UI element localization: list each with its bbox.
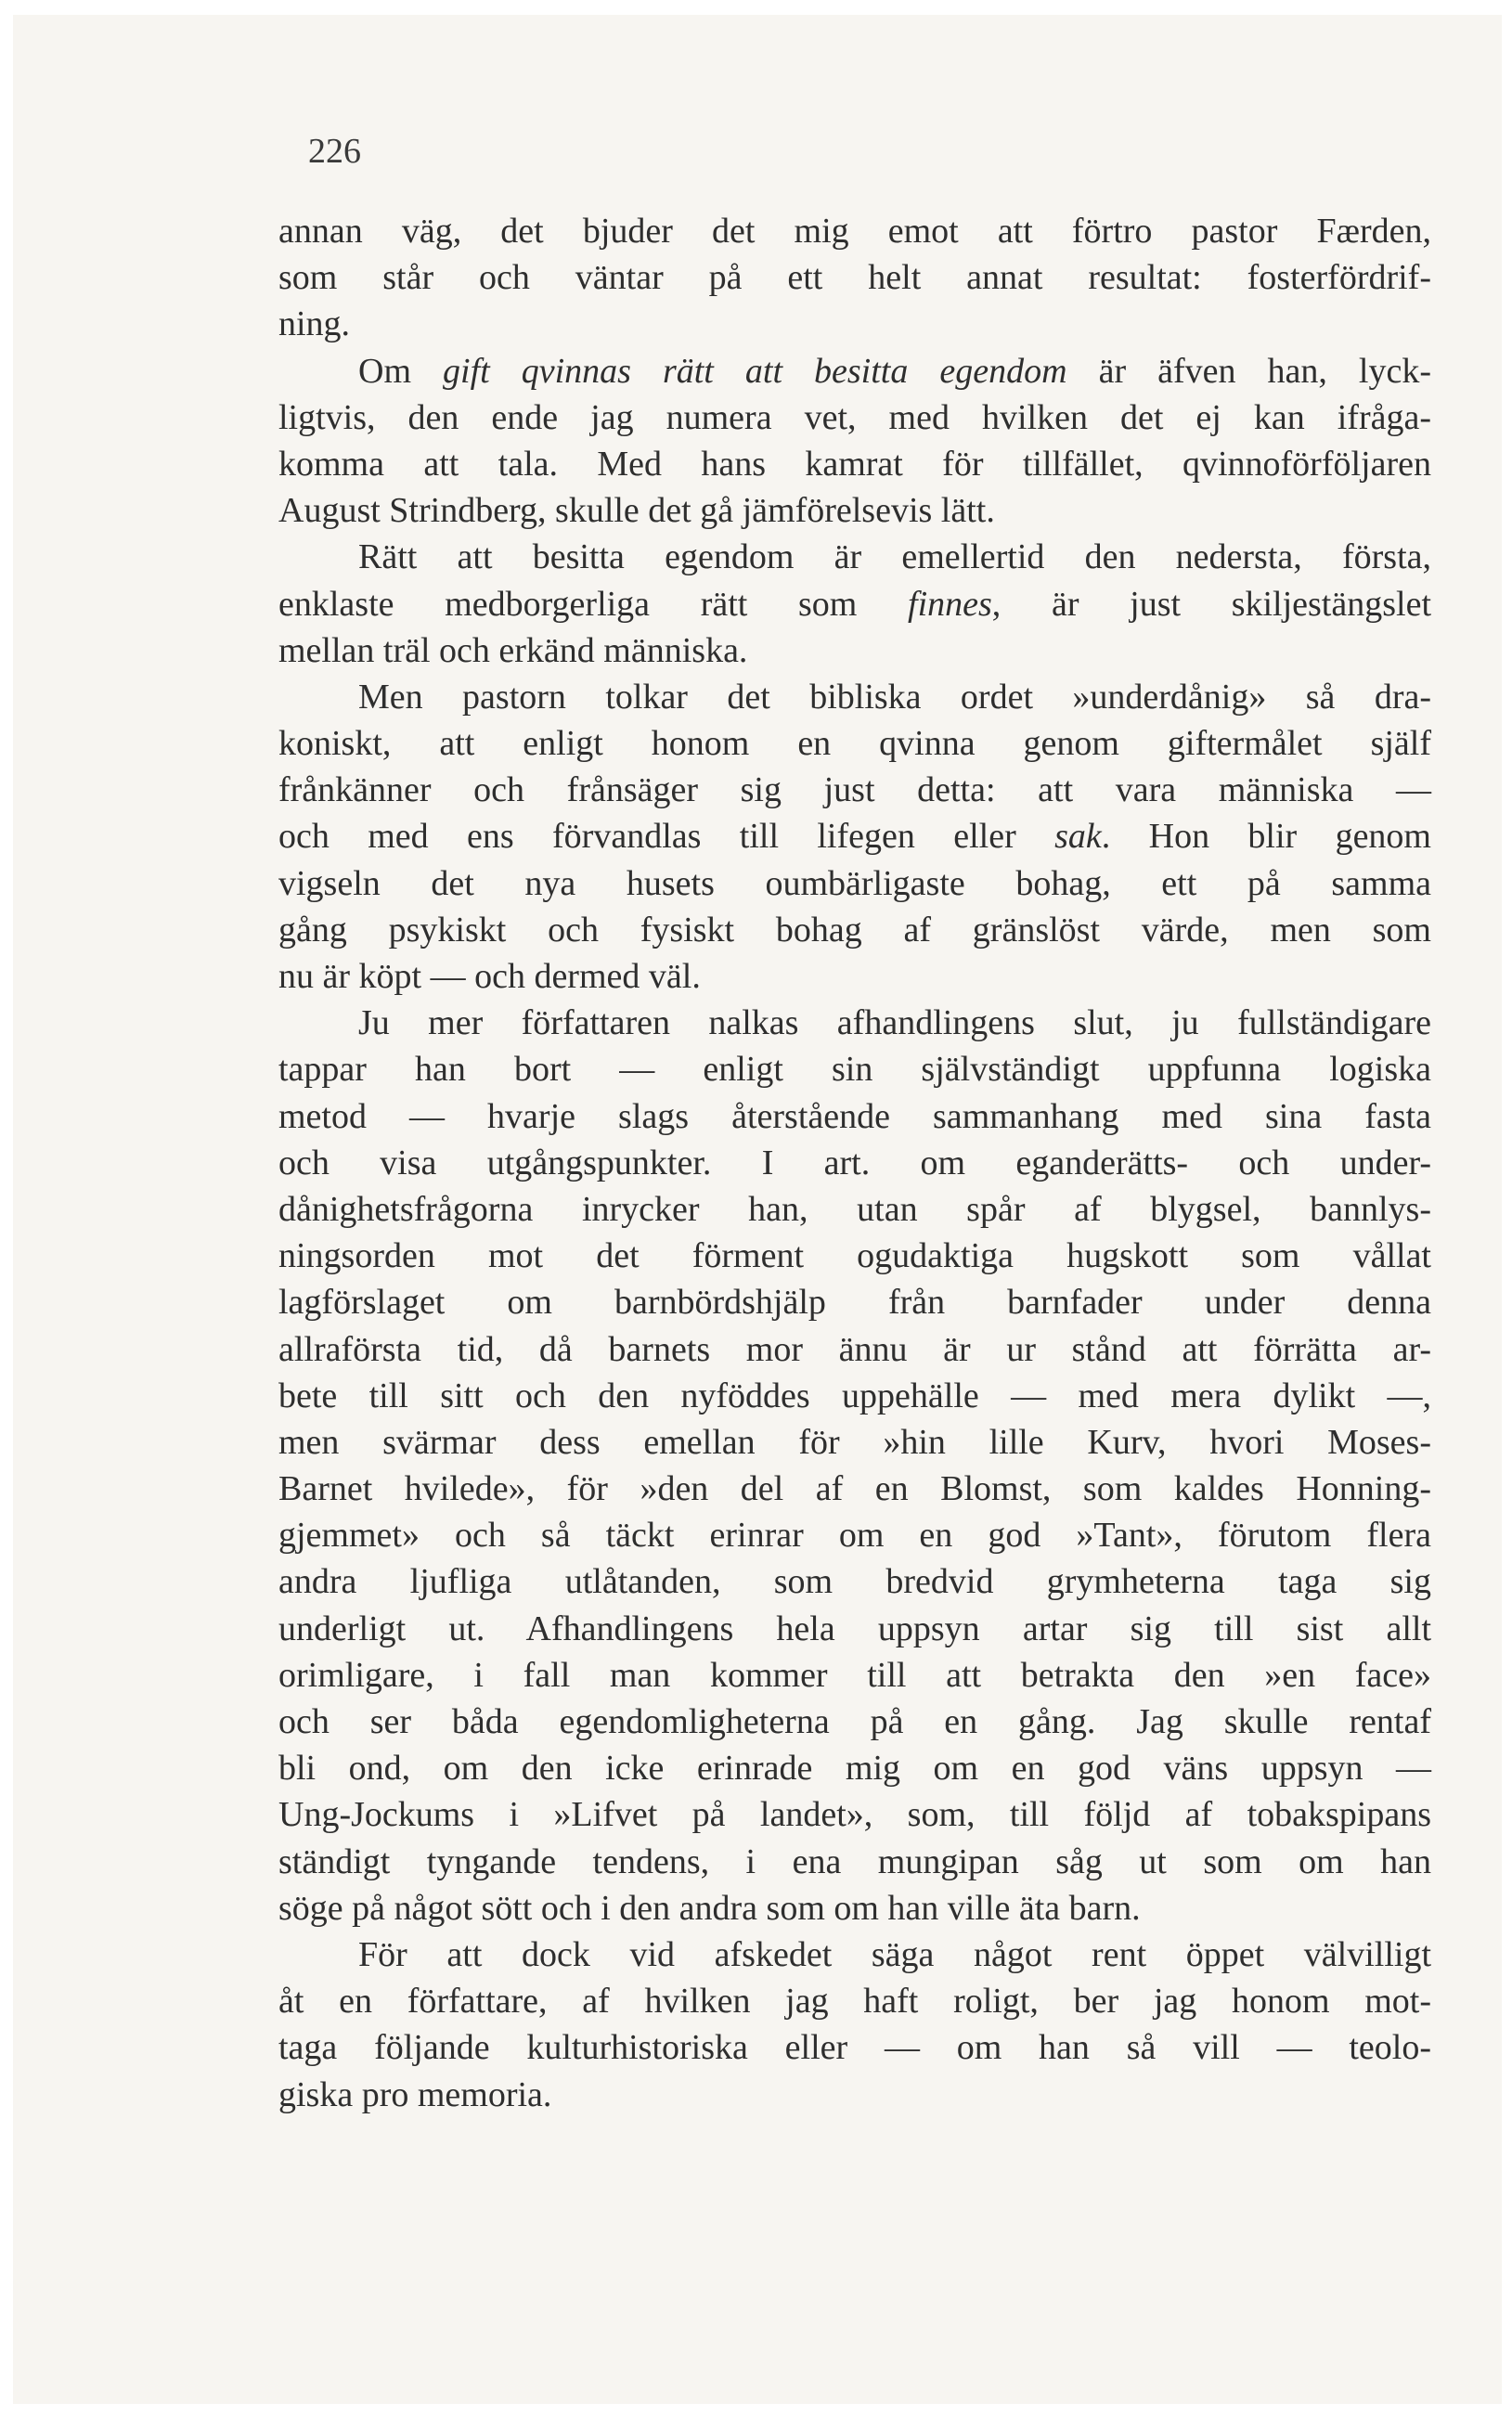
text-segment: och ser båda egendomligheterna på en gång. Jag skulle rentaf <box>278 1702 1431 1741</box>
text-line <box>278 534 1431 580</box>
text-segment: tappar han bort — enligt sin självständigt uppfunna logiska <box>278 1050 1431 1090</box>
text-line <box>278 627 1431 674</box>
text-line <box>278 674 1431 720</box>
text-segment: som står och väntar på ett helt annat resultat: fosterfördrif- <box>278 258 1431 298</box>
text-line <box>278 1140 1431 1186</box>
text-line <box>278 907 1431 953</box>
text-segment: och med ens förvandlas till lifegen eller <box>278 817 1055 857</box>
text-line <box>278 1186 1431 1233</box>
text-segment: nu är köpt — och dermed väl. <box>278 957 701 996</box>
text-line <box>278 953 1431 1000</box>
text-segment: dånighetsfrågorna inrycker han, utan spår af blygsel, bannlys- <box>278 1189 1431 1229</box>
text-line <box>278 441 1431 487</box>
text-line <box>278 1326 1431 1373</box>
text-segment: åt en författare, af hvilken jag haft roligt, ber jag honom mot- <box>278 1982 1431 2022</box>
text-line <box>278 487 1431 534</box>
text-segment: men svärmar dess emellan för »hin lille Kurv, hvori Moses- <box>278 1422 1431 1462</box>
text-line <box>278 1558 1431 1605</box>
text-segment: Ju mer författaren nalkas afhandlingens slut, ju fullständigare <box>358 1003 1431 1043</box>
text-line <box>278 301 1431 347</box>
text-segment: bete till sitt och den nyföddes uppehälle — med mera dylikt —, <box>278 1376 1431 1415</box>
text-line <box>278 1606 1431 1652</box>
text-segment: . Hon blir genom <box>1101 817 1431 857</box>
italic-text: sak <box>1054 817 1102 857</box>
text-segment: Men pastorn tolkar det bibliska ordet »underdånig» så dra- <box>358 677 1431 717</box>
text-line <box>278 1093 1431 1140</box>
text-line <box>278 720 1431 767</box>
text-segment: orimligare, i fall man kommer till att betrakta den »en face» <box>278 1655 1431 1695</box>
text-line <box>278 813 1431 859</box>
text-segment: gång psykiskt och fysiskt bohag af gränslöst värde, men som <box>278 910 1431 950</box>
text-line <box>278 1885 1431 1932</box>
text-line <box>278 1652 1431 1699</box>
text-line <box>278 1373 1431 1419</box>
text-segment: metod — hvarje slags återstående sammanhang med sina fasta <box>278 1096 1431 1136</box>
text-segment: ning. <box>278 304 351 344</box>
text-segment: underligt ut. Afhandlingens hela uppsyn artar sig till sist allt <box>278 1609 1431 1648</box>
text-segment: Ung-Jockums i »Lifvet på landet», som, till följd af tobakspipans <box>278 1795 1431 1835</box>
text-segment: komma att tala. Med hans kamrat för tillfället, qvinnoförföljaren <box>278 444 1431 484</box>
text-line <box>278 1466 1431 1512</box>
text-segment: andra ljufliga utlåtanden, som bredvid grymheterna taga sig <box>278 1562 1431 1602</box>
text-segment: ligtvis, den ende jag numera vet, med hvilken det ej kan ifråga- <box>278 397 1431 437</box>
text-segment: och visa utgångspunkter. I art. om eganderätts- och under- <box>278 1143 1431 1182</box>
text-line <box>278 1791 1431 1838</box>
text-line <box>278 348 1431 394</box>
text-segment: , är just skiljestängslet <box>991 584 1431 624</box>
italic-text: finnes <box>908 584 992 624</box>
text-segment: Barnet hvilede», för »den del af en Blomst, som kaldes Honning- <box>278 1469 1431 1509</box>
text-segment: söge på något sött och i den andra som om han ville äta barn. <box>278 1888 1141 1928</box>
text-segment: mellan träl och erkänd människa. <box>278 630 748 670</box>
text-segment: vigseln det nya husets oumbärligaste bohag, ett på samma <box>278 863 1431 903</box>
text-segment: För att dock vid afskedet säga något rent öppet välvilligt <box>358 1934 1431 1974</box>
text-line <box>278 394 1431 441</box>
text-segment: allraförsta tid, då barnets mor ännu är ur stånd att förrätta ar- <box>278 1329 1431 1369</box>
text-line <box>278 1046 1431 1092</box>
text-line <box>278 2024 1431 2071</box>
text-segment: ningsorden mot det förment ogudaktiga hugskott som vållat <box>278 1236 1431 1276</box>
text-segment: Rätt att besitta egendom är emellertid den nedersta, första, <box>358 537 1431 577</box>
text-line <box>278 1932 1431 1978</box>
text-segment: bli ond, om den icke erinrade mig om en god väns uppsyn — <box>278 1749 1431 1789</box>
text-line <box>278 1978 1431 2024</box>
text-segment: August Strindberg, skulle det gå jämförelsevis lätt. <box>278 491 995 531</box>
text-line <box>278 1745 1431 1791</box>
body-text <box>278 208 1431 2118</box>
italic-text: gift qvinnas rätt att besitta egendom <box>443 351 1067 391</box>
text-segment: är äfven han, lyck- <box>1066 351 1432 391</box>
text-line <box>278 1699 1431 1745</box>
text-line <box>278 2072 1431 2118</box>
text-segment: Om <box>358 351 444 391</box>
text-segment: gjemmet» och så täckt erinrar om en god »Tant», förutom flera <box>278 1516 1431 1556</box>
text-line <box>278 1419 1431 1466</box>
text-line <box>278 254 1431 301</box>
text-line <box>278 1279 1431 1325</box>
text-line <box>278 1233 1431 1279</box>
text-line <box>278 1839 1431 1885</box>
text-segment: lagförslaget om barnbördshjälp från barnfader under denna <box>278 1283 1431 1323</box>
text-line <box>278 1512 1431 1558</box>
text-line <box>278 1000 1431 1046</box>
text-line <box>278 581 1431 627</box>
text-segment: annan väg, det bjuder det mig emot att förtro pastor Færden, <box>278 212 1431 251</box>
text-segment: giska pro memoria. <box>278 2074 552 2114</box>
book-page <box>13 15 1502 2404</box>
text-segment: enklaste medborgerliga rätt som <box>278 584 909 624</box>
text-line <box>278 860 1431 907</box>
text-segment: ständigt tyngande tendens, i ena mungipan såg ut som om han <box>278 1841 1431 1881</box>
page-number: 226 <box>308 132 361 171</box>
text-line <box>278 208 1431 254</box>
text-segment: koniskt, att enligt honom en qvinna genom giftermålet själf <box>278 724 1431 764</box>
text-segment: frånkänner och frånsäger sig just detta: att vara människa — <box>278 770 1431 810</box>
text-segment: taga följande kulturhistoriska eller — om han så vill — teolo- <box>278 2028 1431 2068</box>
text-line <box>278 767 1431 813</box>
